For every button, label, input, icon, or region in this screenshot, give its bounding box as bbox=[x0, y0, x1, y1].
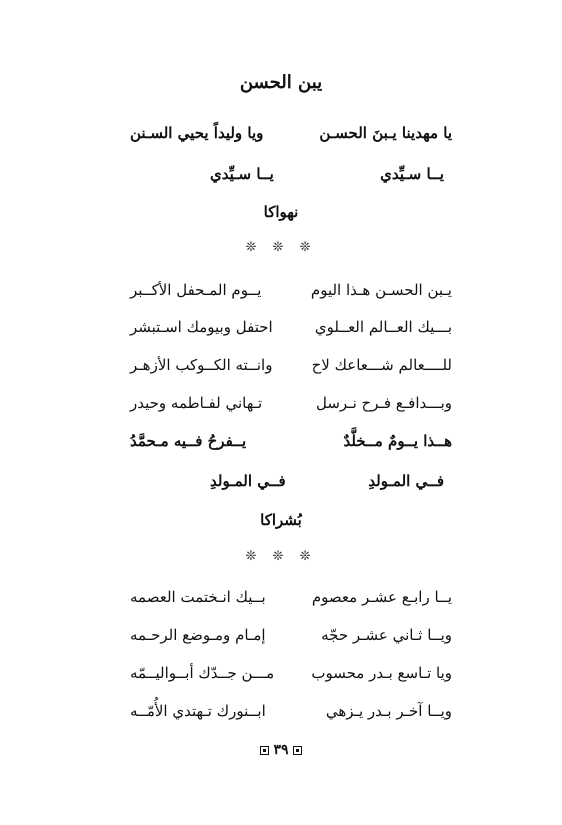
verse-right-hemistich: ويــا آخـر بـدر يـزهي bbox=[325, 702, 452, 720]
verse-right-hemistich: للــــعالم شـــعاعك لاح bbox=[311, 356, 452, 374]
verse-row bbox=[0, 588, 562, 618]
verse-row bbox=[0, 356, 562, 386]
verse-row bbox=[0, 318, 562, 348]
poem-title: يبن الحسن bbox=[239, 72, 323, 93]
section-heading: نهواكا bbox=[263, 203, 299, 221]
star-divider: ❊ ❊ ❊ bbox=[245, 240, 317, 255]
verse-right-hemistich: وبـــدافـع فـرح نـرسل bbox=[315, 394, 452, 412]
chorus-left-hemistich: فــي المـولدِ bbox=[210, 472, 286, 490]
verse-left-hemistich: يــا سـيِّدي bbox=[210, 165, 274, 183]
verse-left-hemistich: ويا وليداً يحيي السـنن bbox=[130, 124, 264, 142]
verse-row bbox=[0, 626, 562, 656]
chorus-row bbox=[0, 432, 562, 462]
verse-row bbox=[0, 124, 562, 154]
page-number-footer bbox=[0, 742, 562, 758]
square-ornament-icon bbox=[293, 746, 302, 755]
verse-left-hemistich: بــيك انـختمت العصمه bbox=[130, 588, 266, 606]
verse-right-hemistich: يــا سـيِّدي bbox=[380, 165, 444, 183]
verse-left-hemistich: يــوم المـحفل الأكــبر bbox=[130, 281, 262, 299]
verse-right-hemistich: بـــيك العــالم العــلوي bbox=[314, 318, 452, 336]
verse-row bbox=[0, 165, 562, 195]
chorus-left-hemistich: يــفرحُ فــيه مـحمَّدُ bbox=[130, 432, 247, 450]
verse-right-hemistich: يــا رابـع عشـر معصوم bbox=[311, 588, 452, 606]
verse-left-hemistich: تـهاني لفـاطمه وحيدر bbox=[130, 394, 263, 412]
star-divider: ❊ ❊ ❊ bbox=[245, 549, 317, 564]
square-ornament-icon bbox=[260, 746, 269, 755]
chorus-right-hemistich: هــذا يــومٌ مــخلَّدٌ bbox=[343, 432, 452, 450]
verse-left-hemistich: مـــن جــدّك أبــواليــمّه bbox=[130, 664, 275, 682]
verse-left-hemistich: احتفل وبيومك اسـتبشر bbox=[130, 318, 273, 336]
verse-row bbox=[0, 281, 562, 311]
chorus-right-hemistich: فــي المـولدِ bbox=[368, 472, 444, 490]
verse-row bbox=[0, 394, 562, 424]
verse-left-hemistich: ابــنورك تـهتدي الأُمّــه bbox=[130, 702, 266, 720]
verse-row bbox=[0, 664, 562, 694]
verse-left-hemistich: إمـام ومـوضع الرحـمه bbox=[130, 626, 266, 644]
chorus-row bbox=[0, 472, 562, 502]
verse-right-hemistich: ويــا ثـاني عشـر حجّه bbox=[321, 626, 452, 644]
verse-left-hemistich: وانــته الكــوكب الأزهـر bbox=[130, 356, 273, 374]
section-heading: بُشراكا bbox=[260, 511, 302, 529]
verse-right-hemistich: يـبن الحسـن هـذا اليوم bbox=[310, 281, 452, 299]
verse-right-hemistich: ويا تـاسع بـدر محسوب bbox=[311, 664, 452, 682]
verse-row bbox=[0, 702, 562, 732]
verse-right-hemistich: يا مهدينا يـبنَ الحسـن bbox=[319, 124, 452, 142]
page-number: ٣٩ bbox=[273, 742, 289, 758]
